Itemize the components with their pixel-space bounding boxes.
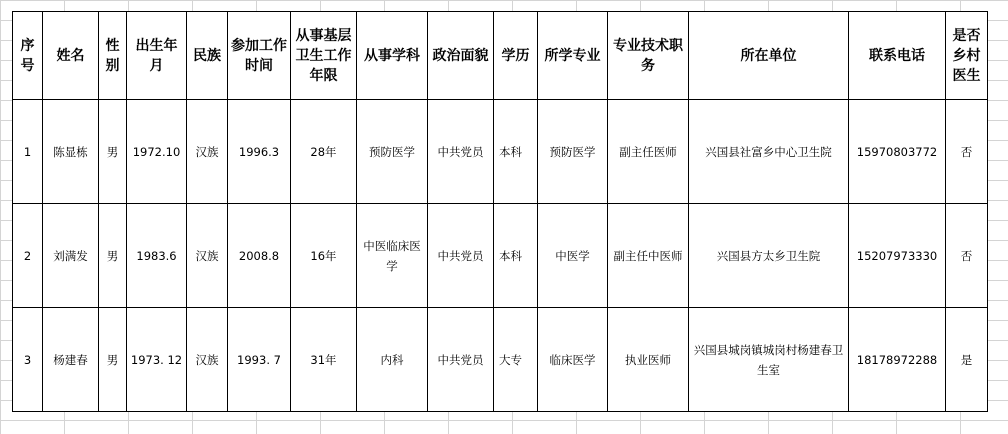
table-cell[interactable]: 副主任医师 <box>608 100 689 204</box>
table-cell[interactable]: 男 <box>99 308 127 412</box>
table-cell[interactable]: 汉族 <box>187 308 228 412</box>
table-cell[interactable]: 2008.8 <box>228 204 291 308</box>
header-cell[interactable]: 联系电话 <box>849 12 946 100</box>
table-cell[interactable]: 1983.6 <box>127 204 187 308</box>
table-cell[interactable]: 兴国县城岗镇城岗村杨建春卫生室 <box>689 308 849 412</box>
table-cell[interactable]: 男 <box>99 204 127 308</box>
table-cell[interactable]: 汉族 <box>187 204 228 308</box>
table-cell[interactable]: 本科 <box>494 100 538 204</box>
table-cell[interactable]: 内科 <box>357 308 428 412</box>
table-cell[interactable]: 2 <box>13 204 43 308</box>
table-row <box>13 204 988 308</box>
table-row <box>13 100 988 204</box>
table-cell[interactable]: 否 <box>946 204 988 308</box>
header-cell[interactable]: 所在单位 <box>689 12 849 100</box>
table-cell[interactable]: 副主任中医师 <box>608 204 689 308</box>
header-cell[interactable]: 所学专业 <box>538 12 608 100</box>
table-row <box>13 308 988 412</box>
table-cell[interactable]: 15207973330 <box>849 204 946 308</box>
table-cell[interactable]: 汉族 <box>187 100 228 204</box>
header-cell[interactable]: 从事学科 <box>357 12 428 100</box>
table-cell[interactable]: 1 <box>13 100 43 204</box>
table-cell[interactable]: 1993. 7 <box>228 308 291 412</box>
table-cell[interactable]: 中共党员 <box>428 100 494 204</box>
table-cell[interactable]: 临床医学 <box>538 308 608 412</box>
table-cell[interactable]: 16年 <box>291 204 357 308</box>
table-cell[interactable]: 中共党员 <box>428 308 494 412</box>
table-cell[interactable]: 1996.3 <box>228 100 291 204</box>
table-cell[interactable]: 中医临床医学 <box>357 204 428 308</box>
table-cell[interactable]: 预防医学 <box>357 100 428 204</box>
table-cell[interactable]: 中医学 <box>538 204 608 308</box>
table-cell[interactable]: 男 <box>99 100 127 204</box>
header-cell[interactable]: 专业技术职务 <box>608 12 689 100</box>
table-cell[interactable]: 15970803772 <box>849 100 946 204</box>
table-cell[interactable]: 预防医学 <box>538 100 608 204</box>
table-cell[interactable]: 31年 <box>291 308 357 412</box>
header-cell[interactable]: 出生年月 <box>127 12 187 100</box>
header-cell[interactable]: 政治面貌 <box>428 12 494 100</box>
header-row <box>13 12 988 100</box>
table-cell[interactable]: 否 <box>946 100 988 204</box>
table-cell[interactable]: 1973. 12 <box>127 308 187 412</box>
header-cell[interactable]: 从事基层卫生工作年限 <box>291 12 357 100</box>
table-cell[interactable]: 1972.10 <box>127 100 187 204</box>
table-cell[interactable]: 兴国县社富乡中心卫生院 <box>689 100 849 204</box>
table-cell[interactable]: 是 <box>946 308 988 412</box>
table-cell[interactable]: 18178972288 <box>849 308 946 412</box>
header-cell[interactable]: 姓名 <box>43 12 99 100</box>
table-cell[interactable]: 兴国县方太乡卫生院 <box>689 204 849 308</box>
table-cell[interactable]: 3 <box>13 308 43 412</box>
header-cell[interactable]: 学历 <box>494 12 538 100</box>
table-cell[interactable]: 刘满发 <box>43 204 99 308</box>
table-cell[interactable]: 28年 <box>291 100 357 204</box>
header-cell[interactable]: 序号 <box>13 12 43 100</box>
table-cell[interactable]: 杨建春 <box>43 308 99 412</box>
doctor-info-table <box>12 11 988 412</box>
header-cell[interactable]: 性别 <box>99 12 127 100</box>
header-cell[interactable]: 参加工作时间 <box>228 12 291 100</box>
table-cell[interactable]: 执业医师 <box>608 308 689 412</box>
header-cell[interactable]: 是否乡村医生 <box>946 12 988 100</box>
table-cell[interactable]: 陈显栋 <box>43 100 99 204</box>
table-cell[interactable]: 中共党员 <box>428 204 494 308</box>
table-cell[interactable]: 大专 <box>494 308 538 412</box>
table-cell[interactable]: 本科 <box>494 204 538 308</box>
header-cell[interactable]: 民族 <box>187 12 228 100</box>
